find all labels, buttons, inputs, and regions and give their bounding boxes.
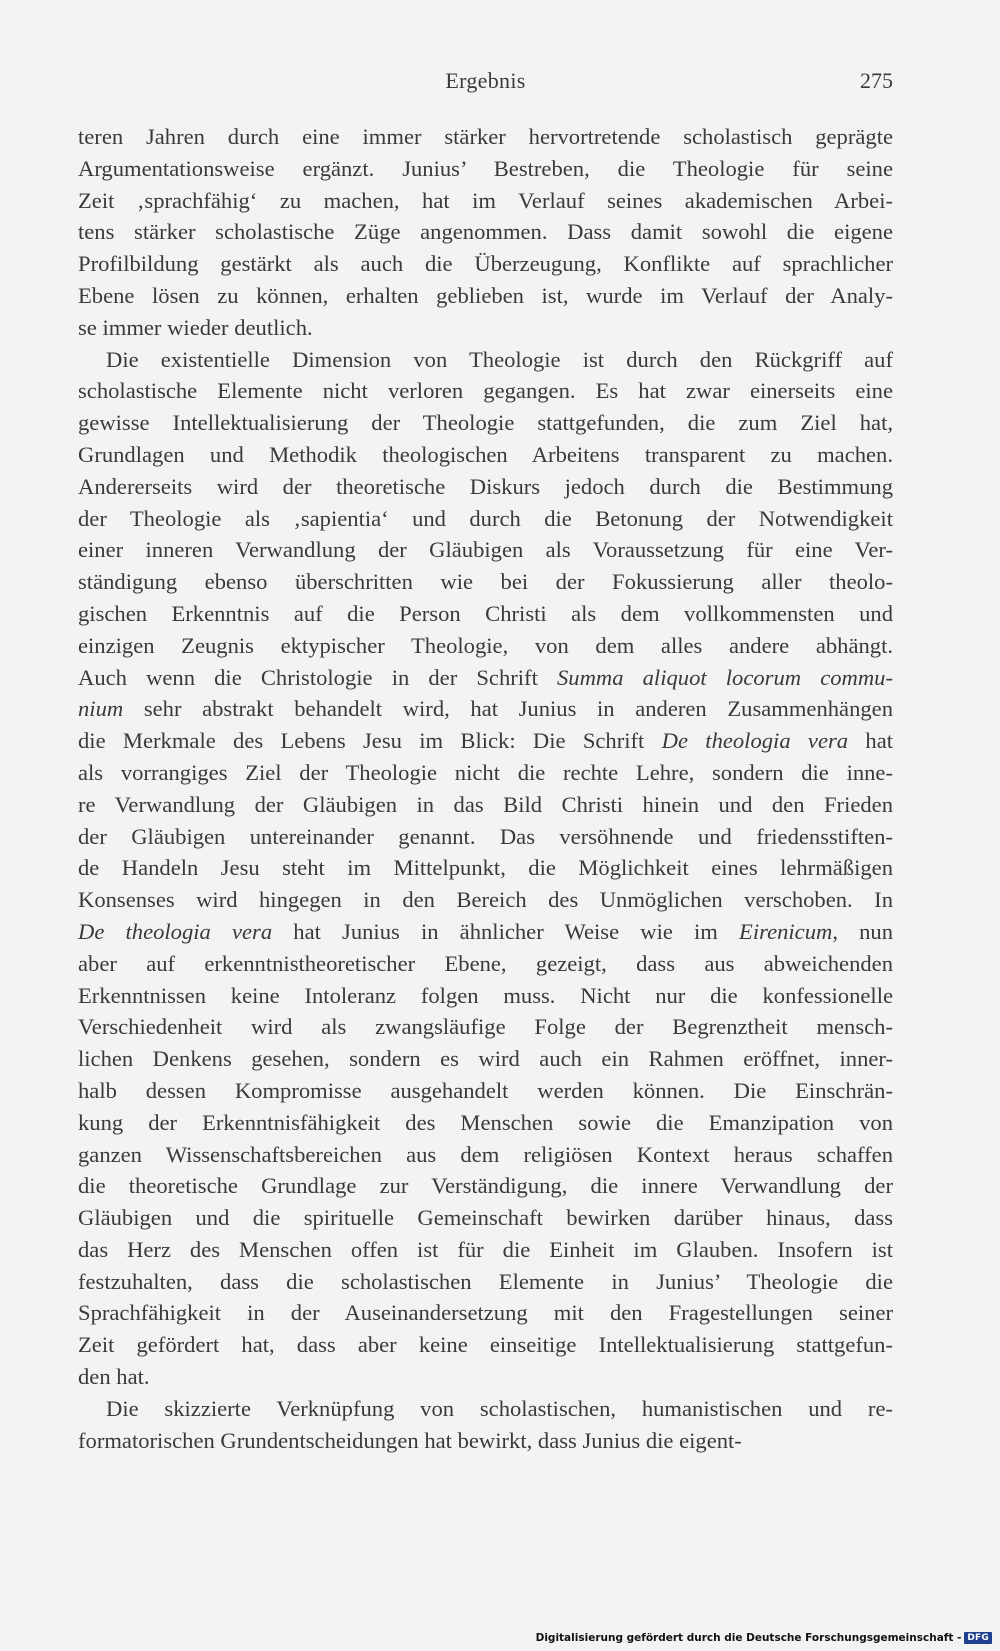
- text-line: Zeit ‚sprachfähig‘ zu machen, hat im Verlauf seines akademischen Arbei-: [78, 187, 893, 213]
- text-line: das Herz des Menschen offen ist für die Einheit im Glauben. Insofern ist: [78, 1236, 893, 1262]
- text-line: gewisse Intellektualisierung der Theologie stattgefunden, die zum Ziel hat,: [78, 410, 893, 436]
- text-line: Erkenntnissen keine Intoleranz folgen muss. Nicht nur die konfessionelle: [78, 982, 893, 1008]
- text-line: als vorrangiges Ziel der Theologie nicht die rechte Lehre, sondern die inne-: [78, 759, 893, 785]
- text-line: De theologia vera hat Junius in ähnlicher Weise wie im Eirenicum, nun: [78, 918, 893, 944]
- text-line: einer inneren Verwandlung der Gläubigen als Voraussetzung für eine Ver-: [78, 537, 893, 563]
- dfg-logo: DFG: [964, 1632, 992, 1644]
- page-number: 275: [860, 68, 893, 93]
- text-line: Argumentationsweise ergänzt. Junius’ Bestreben, die Theologie für seine: [78, 155, 893, 181]
- text-line: Ebene lösen zu können, erhalten geblieben ist, wurde im Verlauf der Analy-: [78, 282, 893, 308]
- running-head: [78, 68, 893, 100]
- text-line: halb dessen Kompromisse ausgehandelt werden können. Die Einschrän-: [78, 1077, 893, 1103]
- text-line: kung der Erkenntnisfähigkeit des Menschen sowie die Emanzipation von: [78, 1109, 893, 1135]
- paragraph: [78, 344, 893, 1393]
- text-line: gischen Erkenntnis auf die Person Christi als dem vollkommensten und: [78, 600, 893, 626]
- text-line: Konsenses wird hingegen in den Bereich des Unmöglichen verschoben. In: [78, 887, 893, 913]
- text-line: scholastische Elemente nicht verloren gegangen. Es hat zwar einerseits eine: [78, 378, 893, 404]
- text-line: Die skizzierte Verknüpfung von scholastischen, humanistischen und re-: [106, 1395, 893, 1421]
- text-line: Die existentielle Dimension von Theologie ist durch den Rückgriff auf: [106, 346, 893, 372]
- text-line: lichen Denkens gesehen, sondern es wird auch ein Rahmen eröffnet, inner-: [78, 1046, 893, 1072]
- text-line: ganzen Wissenschaftsbereichen aus dem religiösen Kontext heraus schaffen: [78, 1141, 893, 1167]
- footer-bar: [536, 1629, 992, 1647]
- text-line: Verschiedenheit wird als zwangsläufige Folge der Begrenztheit mensch-: [78, 1014, 893, 1040]
- italic-title: De theologia vera: [78, 918, 273, 944]
- italic-title: nium: [78, 696, 124, 722]
- text-line: Gläubigen und die spirituelle Gemeinschaft bewirken darüber hinaus, dass: [78, 1205, 893, 1231]
- italic-title: Summa aliquot locorum commu-: [556, 664, 893, 690]
- text-line: Sprachfähigkeit in der Auseinandersetzung mit den Fragestellungen seiner: [78, 1300, 893, 1326]
- text-line: nium sehr abstrakt behandelt wird, hat Junius in anderen Zusammenhängen: [78, 696, 893, 722]
- text-line: den hat.: [78, 1364, 150, 1390]
- text-line: einzigen Zeugnis ektypischer Theologie, von dem alles andere abhängt.: [78, 632, 893, 658]
- body-text: [78, 121, 893, 1456]
- text-line: Auch wenn die Christologie in der Schrift Summa aliquot locorum commu-: [78, 664, 893, 690]
- text-line: die theoretische Grundlage zur Verständigung, die innere Verwandlung der: [78, 1173, 893, 1199]
- text-line: Grundlagen und Methodik theologischen Arbeitens transparent zu machen.: [78, 441, 893, 467]
- italic-title: Eirenicum: [739, 918, 833, 944]
- text-line: aber auf erkenntnistheoretischer Ebene, gezeigt, dass aus abweichenden: [78, 950, 893, 976]
- text-line: tens stärker scholastische Züge angenommen. Dass damit sowohl die eigene: [78, 219, 893, 245]
- text-line: Andererseits wird der theoretische Diskurs jedoch durch die Bestimmung: [78, 473, 893, 499]
- text-line: de Handeln Jesu steht im Mittelpunkt, die Möglichkeit eines lehrmäßigen: [78, 855, 893, 881]
- text-line: formatorischen Grundentscheidungen hat bewirkt, dass Junius die eigent-: [78, 1427, 742, 1453]
- text-line: se immer wieder deutlich.: [78, 314, 313, 340]
- text-line: die Merkmale des Lebens Jesu im Blick: Die Schrift De theologia vera hat: [78, 728, 893, 754]
- paragraph: [78, 121, 893, 344]
- text-line: festzuhalten, dass die scholastischen Elemente in Junius’ Theologie die: [78, 1268, 893, 1294]
- text-line: der Theologie als ‚sapientia‘ und durch die Betonung der Notwendigkeit: [78, 505, 893, 531]
- funding-note: Digitalisierung gefördert durch die Deutsche Forschungsgemeinschaft -: [535, 1632, 962, 1644]
- paragraph: [78, 1393, 893, 1457]
- italic-title: De theologia vera: [661, 728, 849, 754]
- text-line: der Gläubigen untereinander genannt. Das versöhnende und friedensstiften-: [78, 823, 893, 849]
- running-title: Ergebnis: [445, 68, 526, 93]
- text-line: Profilbildung gestärkt als auch die Überzeugung, Konflikte auf sprachlicher: [78, 251, 893, 277]
- text-line: Zeit gefördert hat, dass aber keine einseitige Intellektualisierung stattgefun-: [78, 1332, 893, 1358]
- text-line: teren Jahren durch eine immer stärker hervortretende scholastisch geprägte: [78, 124, 893, 149]
- text-line: re Verwandlung der Gläubigen in das Bild Christi hinein und den Frieden: [78, 791, 893, 817]
- text-line: ständigung ebenso überschritten wie bei der Fokussierung aller theolo-: [78, 569, 893, 595]
